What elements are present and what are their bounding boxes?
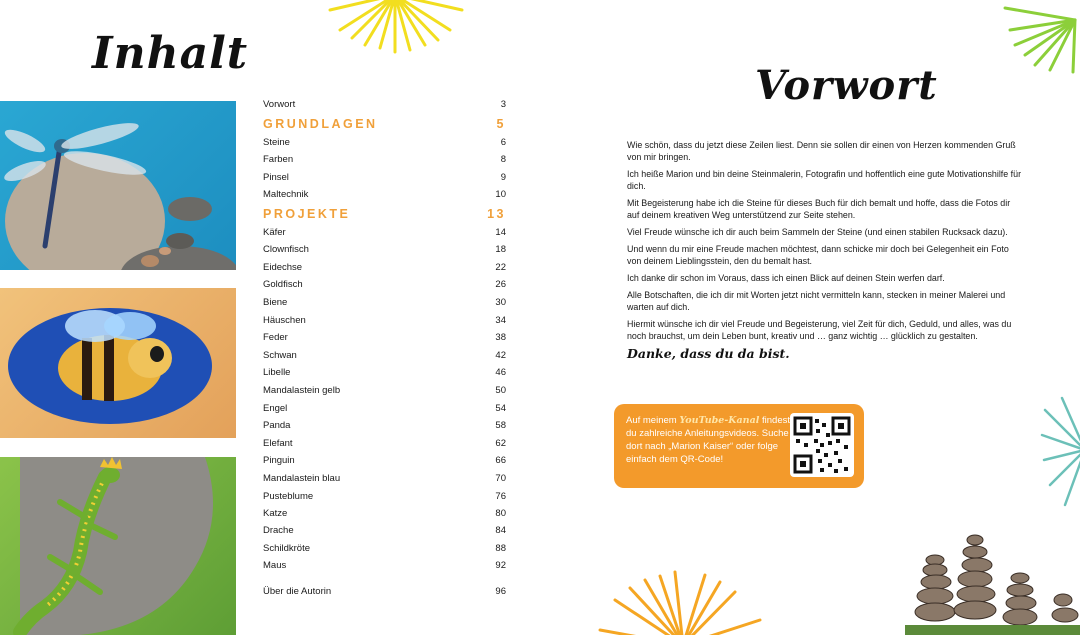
toc-entry-label: GRUNDLAGEN bbox=[263, 116, 378, 131]
youtube-channel-highlight: YouTube-Kanal bbox=[679, 415, 760, 426]
toc-entry bbox=[263, 186, 506, 203]
toc-page-number: 84 bbox=[495, 525, 506, 536]
toc-page-number: 58 bbox=[495, 420, 506, 431]
toc-page-number: 62 bbox=[495, 438, 506, 449]
toc-entry-label: Käfer bbox=[263, 227, 286, 238]
toc-entry-label: Mandalastein blau bbox=[263, 473, 341, 484]
foreword-paragraph: Viel Freude wünsche ich dir auch beim Sammeln der Steine (und einen stabilen Rucksack dazu). bbox=[627, 227, 1008, 237]
youtube-info-box bbox=[614, 404, 864, 488]
foreword-paragraph: Ich danke dir schon im Voraus, dass ich einen Blick auf deinen Stein werfen darf. bbox=[627, 273, 945, 283]
toc-page-number: 8 bbox=[500, 154, 506, 165]
toc-page-number: 30 bbox=[495, 297, 506, 308]
orange-splash-decoration bbox=[595, 570, 770, 635]
toc-page-number: 50 bbox=[495, 385, 506, 396]
toc-page-number: 10 bbox=[495, 189, 506, 200]
toc-entry-label: Eidechse bbox=[263, 262, 303, 273]
toc-page-number: 66 bbox=[495, 455, 506, 466]
toc-entry-label: Panda bbox=[263, 420, 291, 431]
foreword-paragraph: Ich heiße Marion und bin deine Steinmalerin, Fotografin und hoffentlich eine gute Motivationshilfe für dich. bbox=[627, 169, 1022, 191]
toc-page-number: 26 bbox=[495, 279, 506, 290]
foreword-paragraph: Hiermit wünsche ich dir viel Freude und Begeisterung, viel Zeit für dich, Geduld, und alles, was du noch brauchst, um dein Leben bunt, kreativ und … ganz wichtig … glücklich zu gestalten. bbox=[627, 319, 1012, 341]
foreword-paragraph: Und wenn du mir eine Freude machen möchtest, dann schicke mir doch bei Gelegenheit ein Foto von deinem Lieblingsstein, den du bemalt hast. bbox=[627, 244, 1009, 266]
toc-entry bbox=[263, 470, 506, 487]
toc-page-title: Inhalt bbox=[92, 28, 249, 79]
toc-entry-label: Engel bbox=[263, 403, 288, 414]
toc-entry bbox=[263, 276, 506, 293]
toc-page-number: 5 bbox=[496, 116, 506, 131]
foreword-paragraph: Mit Begeisterung habe ich die Steine für dieses Buch für dich bemalt und hoffe, dass die Fotos dir auf deinem kreativen Weg unterstützend zur Seite stehen. bbox=[627, 198, 1011, 220]
foreword-paragraph: Wie schön, dass du jetzt diese Zeilen liest. Denn sie sollen dir einen von Herzen kommenden Gruß von mir bringen. bbox=[627, 140, 1016, 162]
toc-entry bbox=[263, 505, 506, 522]
yellow-splash-decoration bbox=[320, 0, 470, 55]
toc-entry bbox=[263, 312, 506, 329]
toc-page-number: 70 bbox=[495, 473, 506, 484]
toc-section-heading bbox=[263, 115, 506, 132]
toc-entry bbox=[263, 241, 506, 258]
toc-entry-label: Katze bbox=[263, 508, 288, 519]
toc-page-number: 13 bbox=[487, 206, 506, 221]
stacked-stones-illustration bbox=[905, 530, 1080, 635]
toc-entry-label: Clownfisch bbox=[263, 244, 309, 255]
toc-entry-label: Elefant bbox=[263, 438, 293, 449]
foreword-text bbox=[627, 139, 1022, 347]
toc-entry-label: Feder bbox=[263, 332, 288, 343]
toc-page-number: 88 bbox=[495, 543, 506, 554]
toc-page-number: 38 bbox=[495, 332, 506, 343]
toc-entry bbox=[263, 364, 506, 381]
foreword-paragraph: Alle Botschaften, die ich dir mit Worten jetzt nicht vermitteln kann, stecken in meiner Malerei und warten auf dich. bbox=[627, 290, 1006, 312]
toc-entry-label: Schildkröte bbox=[263, 543, 310, 554]
toc-entry bbox=[263, 452, 506, 469]
toc-entry bbox=[263, 169, 506, 186]
toc-entry bbox=[263, 382, 506, 399]
toc-entry-label: Maltechnik bbox=[263, 189, 309, 200]
qr-code[interactable] bbox=[790, 413, 854, 477]
toc-entry bbox=[263, 583, 506, 600]
toc-entry-label: Über die Autorin bbox=[263, 586, 332, 597]
toc-entry-label: Drache bbox=[263, 525, 294, 536]
toc-entry bbox=[263, 151, 506, 168]
signoff-text: Danke, dass du da bist. bbox=[627, 346, 790, 361]
teal-splash-decoration bbox=[1040, 390, 1080, 510]
toc-entry-label: PROJEKTE bbox=[263, 206, 351, 221]
youtube-info-text bbox=[626, 414, 791, 466]
toc-entry-label: Libelle bbox=[263, 367, 291, 378]
youtube-body: findest du zahlreiche Anleitungsvideos. Suche dort nach „Marion Kaiser“ oder folge einfach dem QR-Code! bbox=[626, 415, 790, 465]
toc-entry bbox=[263, 294, 506, 311]
toc-entry bbox=[263, 329, 506, 346]
toc-entry-label: Pinguin bbox=[263, 455, 295, 466]
toc-page-number: 80 bbox=[495, 508, 506, 519]
toc-page-number: 96 bbox=[495, 586, 506, 597]
toc-entry-label: Pusteblume bbox=[263, 491, 314, 502]
toc-page-number: 42 bbox=[495, 350, 506, 361]
green-splash-decoration bbox=[995, 0, 1080, 75]
toc-page-number: 3 bbox=[500, 99, 506, 110]
toc-entry-label: Farben bbox=[263, 154, 294, 165]
lizard-stone-photo bbox=[0, 457, 236, 635]
toc-page-number: 14 bbox=[495, 227, 506, 238]
toc-entry bbox=[263, 417, 506, 434]
toc-entry bbox=[263, 557, 506, 574]
toc-entry bbox=[263, 540, 506, 557]
dragonfly-stone-photo bbox=[0, 101, 236, 270]
toc-entry bbox=[263, 224, 506, 241]
toc-page-number: 92 bbox=[495, 560, 506, 571]
toc-entry-label: Häuschen bbox=[263, 315, 306, 326]
toc-page-number: 6 bbox=[500, 137, 506, 148]
bee-stone-photo bbox=[0, 288, 236, 438]
toc-entry bbox=[263, 435, 506, 452]
toc-entry-label: Biene bbox=[263, 297, 288, 308]
toc-page-number: 76 bbox=[495, 491, 506, 502]
toc-entry bbox=[263, 400, 506, 417]
toc-entry-label: Goldfisch bbox=[263, 279, 303, 290]
toc-page-number: 18 bbox=[495, 244, 506, 255]
toc-page-number: 54 bbox=[495, 403, 506, 414]
toc-entry bbox=[263, 522, 506, 539]
toc-entry-label: Mandalastein gelb bbox=[263, 385, 341, 396]
toc-entry bbox=[263, 347, 506, 364]
toc-entry-label: Maus bbox=[263, 560, 287, 571]
toc-page-number: 9 bbox=[500, 172, 506, 183]
toc-entry bbox=[263, 96, 506, 113]
foreword-page-title: Vorwort bbox=[755, 62, 938, 109]
toc-entry bbox=[263, 488, 506, 505]
toc-page-number: 34 bbox=[495, 315, 506, 326]
toc-entry bbox=[263, 134, 506, 151]
toc-entry-label: Schwan bbox=[263, 350, 297, 361]
toc-section-heading bbox=[263, 205, 506, 222]
youtube-prefix: Auf meinem bbox=[626, 415, 680, 426]
toc-page-number: 22 bbox=[495, 262, 506, 273]
toc-entry-label: Pinsel bbox=[263, 172, 289, 183]
toc-entry bbox=[263, 259, 506, 276]
toc-entry-label: Steine bbox=[263, 137, 290, 148]
toc-entry-label: Vorwort bbox=[263, 99, 296, 110]
toc-page-number: 46 bbox=[495, 367, 506, 378]
